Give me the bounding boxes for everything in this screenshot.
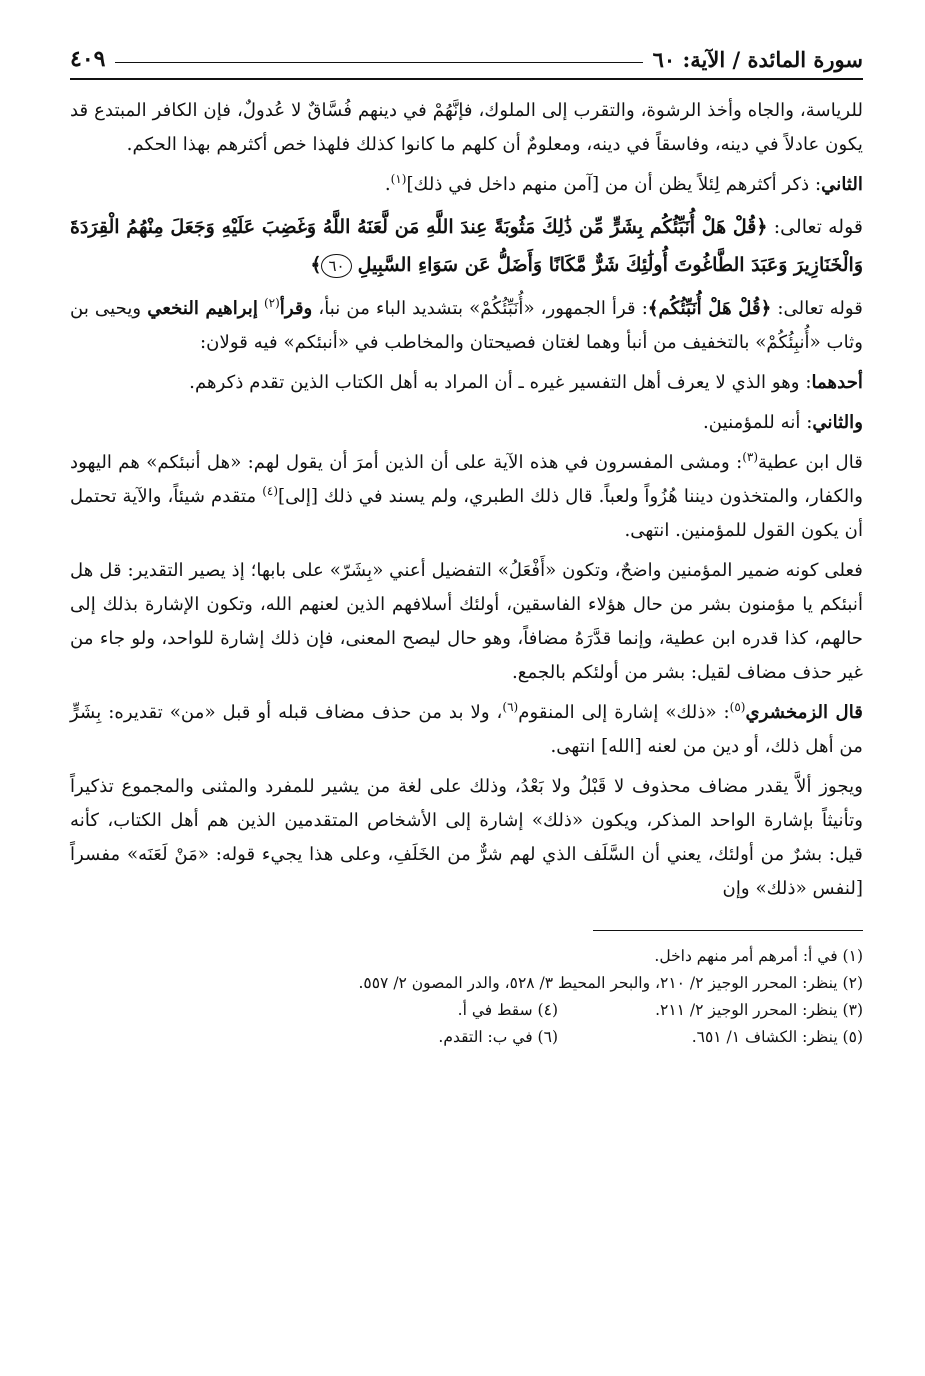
p4-verse: ﴿قُلْ هَلْ أُنَبِّئُكُم﴾: [647, 298, 772, 319]
paragraph-5: [70, 366, 863, 400]
label-second-2: والثاني: [812, 412, 863, 433]
paragraph-10: ويجوز ألاَّ يقدر مضاف محذوف لا قَبْلُ ولا بَعْدُ، وذلك على لغة من يشير للمفرد والمثنى والمجموع تذكيراً وتأنيثاً بإشارة الواحد المذكر، ويكون «ذلك» إشارة إلى الأشخاص المتقدمين الذين هم أهل الكتاب، كأنه قيل: بشرٌ من أولئك، يعني أن السَّلَف الذي لهم شرٌّ من الخَلَفِ، وعلى هذا يجيء قوله: «مَنْ لَعَنَه» مفسراً [لنفس «ذلك» وإن: [70, 776, 863, 899]
footnote-ref-2: (٢): [263, 295, 280, 310]
paragraph-4: [70, 292, 863, 360]
header-rule: [115, 62, 642, 63]
footnote-row-5-6: [70, 1024, 863, 1051]
paragraph-6: [70, 406, 863, 440]
label-zamakhshari: قال الزمخشري: [745, 702, 863, 723]
ayah-number-badge: ٦٠: [321, 254, 351, 278]
p9-b: ، ولا بد من حذف مضاف قبله أو قبل «من» تقديره: بِشَرٍّ من أهل ذلك، أو دين من لعنه [الله] انتهى.: [70, 702, 863, 757]
verse-text: ﴿قُلْ هَلْ أُنَبِّئُكُم بِشَرٍّ مِّن ذَٰلِكَ مَثُوبَةً عِندَ اللَّهِ مَن لَّعَنَهُ اللَّهُ وَغَضِبَ عَلَيْهِ وَجَعَلَ مِنْهُمُ الْقِرَدَةَ وَالْخَنَازِيرَ وَعَبَدَ الطَّاغُوتَ أُولَٰئِكَ شَرٌّ مَّكَانًا وَأَضَلُّ عَن سَوَاءِ السَّبِيلِ: [70, 216, 863, 276]
verse-intro: قوله تعالى:: [767, 216, 863, 238]
p2-text: : ذكر أكثرهم لِئلاً يظن أن من [آمن منهم داخل في ذلك]: [406, 174, 822, 195]
p2-end: .: [384, 174, 391, 195]
footnotes: [70, 943, 863, 1051]
p5-text: : وهو الذي لا يعرف أهل التفسير غيره ـ أن المراد به أهل الكتاب الذين تقدم ذكرهم.: [189, 372, 812, 393]
p4-e: إبراهيم النخعي: [147, 298, 258, 319]
footnote-ref-3: (٣): [742, 449, 759, 464]
label-first: أحدهما: [811, 372, 863, 393]
footnote-4: (٤) سقط في أ.: [457, 1001, 558, 1019]
main-text: [70, 94, 863, 906]
paragraph-9: [70, 696, 863, 764]
quran-verse: [70, 208, 863, 284]
footnote-3: (٣) ينظر: المحرر الوجيز ٢/ ٢١١.: [655, 1001, 863, 1019]
footnote-6: (٦) في ب: التقدم.: [438, 1028, 558, 1046]
p4-a: قوله تعالى:: [771, 298, 864, 319]
p7-c: متقدم شيئاً، والآية تحتمل أن يكون القول للمؤمنين. انتهى.: [70, 486, 863, 541]
page-number: ٤٠٩: [70, 46, 106, 72]
footnote-5: (٥) ينظر: الكشاف ١/ ٦٥١.: [691, 1028, 863, 1046]
footnote-separator: [593, 930, 863, 931]
p4-b: : قرأ الجمهور، «أُنَبِّئُكُمْ» بتشديد الباء من نبأ،: [312, 298, 648, 319]
label-second: الثاني: [821, 174, 863, 195]
footnote-row-3-4: [70, 997, 863, 1024]
footnote-ref-5: (٥): [729, 699, 746, 714]
page-header: [70, 38, 863, 80]
paragraph-7: [70, 446, 863, 548]
footnote-ref-4: (٤): [262, 483, 279, 498]
p4-f: ويحيى بن وثاب «أُنبِئُكُمْ» بالتخفيف من أنبأ وهما لغتان فصيحتان والمخاطب في «أنبئكم» فيه قولان:: [70, 298, 863, 353]
footnote-ref-6: (٦): [502, 699, 519, 714]
surah-title: سورة المائدة / الآية: ٦٠: [652, 47, 863, 72]
paragraph-1: للرياسة، والجاه وأخذ الرشوة، والتقرب إلى الملوك، فإنَّهُمْ في دينهم فُسَّاقٌ لا عُدولٌ، فإن الكافر المبتدع قد يكون عادلاً في دينه، وفاسقاً في دينه، ومعلومٌ أن كلهم ما كانوا كذلك فلهذا خص أكثرهم بهذا الحكم.: [70, 100, 863, 155]
p7-b: : ومشى المفسرون في هذه الآية على أن الذين أمرَ أن يقول لهم: «هل أنبئكم» هم اليهود والكفار، والمتخذون ديننا هُزُواً ولعباً. قال ذلك الطبري، ولم يسند في ذلك [إلى]: [70, 452, 863, 507]
footnote-ref-1: (١): [390, 171, 407, 186]
p9-a: : «ذلك» إشارة إلى المنقوم: [518, 702, 730, 723]
p7-a: قال ابن عطية: [758, 452, 864, 473]
paragraph-2: [70, 168, 863, 202]
footnote-2: (٢) ينظر: المحرر الوجيز ٢/ ٢١٠، والبحر المحيط ٣/ ٥٢٨، والدر المصون ٢/ ٥٥٧.: [358, 974, 863, 992]
p6-text: : أنه للمؤمنين.: [702, 412, 813, 433]
paragraph-8: فعلى كونه ضمير المؤمنين واضحٌ، وتكون «أَفْعَلُ» التفضيل أعني «بِشَرّ» على بابها؛ إذ يصير التقدير: قل هل أنبئكم يا مؤمنون بشر من حال هؤلاء الفاسقين، أولئك أسلافهم الذين لعنهم الله، وتكون الإشارة بذلك إلى حالهم، كذا قدره ابن عطية، وإنما قدَّرَهُ مضافاً، وهو حال ليصح المعنى، فإن ذلك إشارة للواحد، ولو جاء من غير حذف مضاف لقيل: بشر من أولئكم بالجمع.: [70, 560, 863, 683]
p4-c: وقرأ: [279, 298, 313, 319]
footnote-1: (١) في أ: أمرهم أمر منهم داخل.: [654, 947, 863, 965]
verse-close: ﴾: [310, 254, 322, 276]
